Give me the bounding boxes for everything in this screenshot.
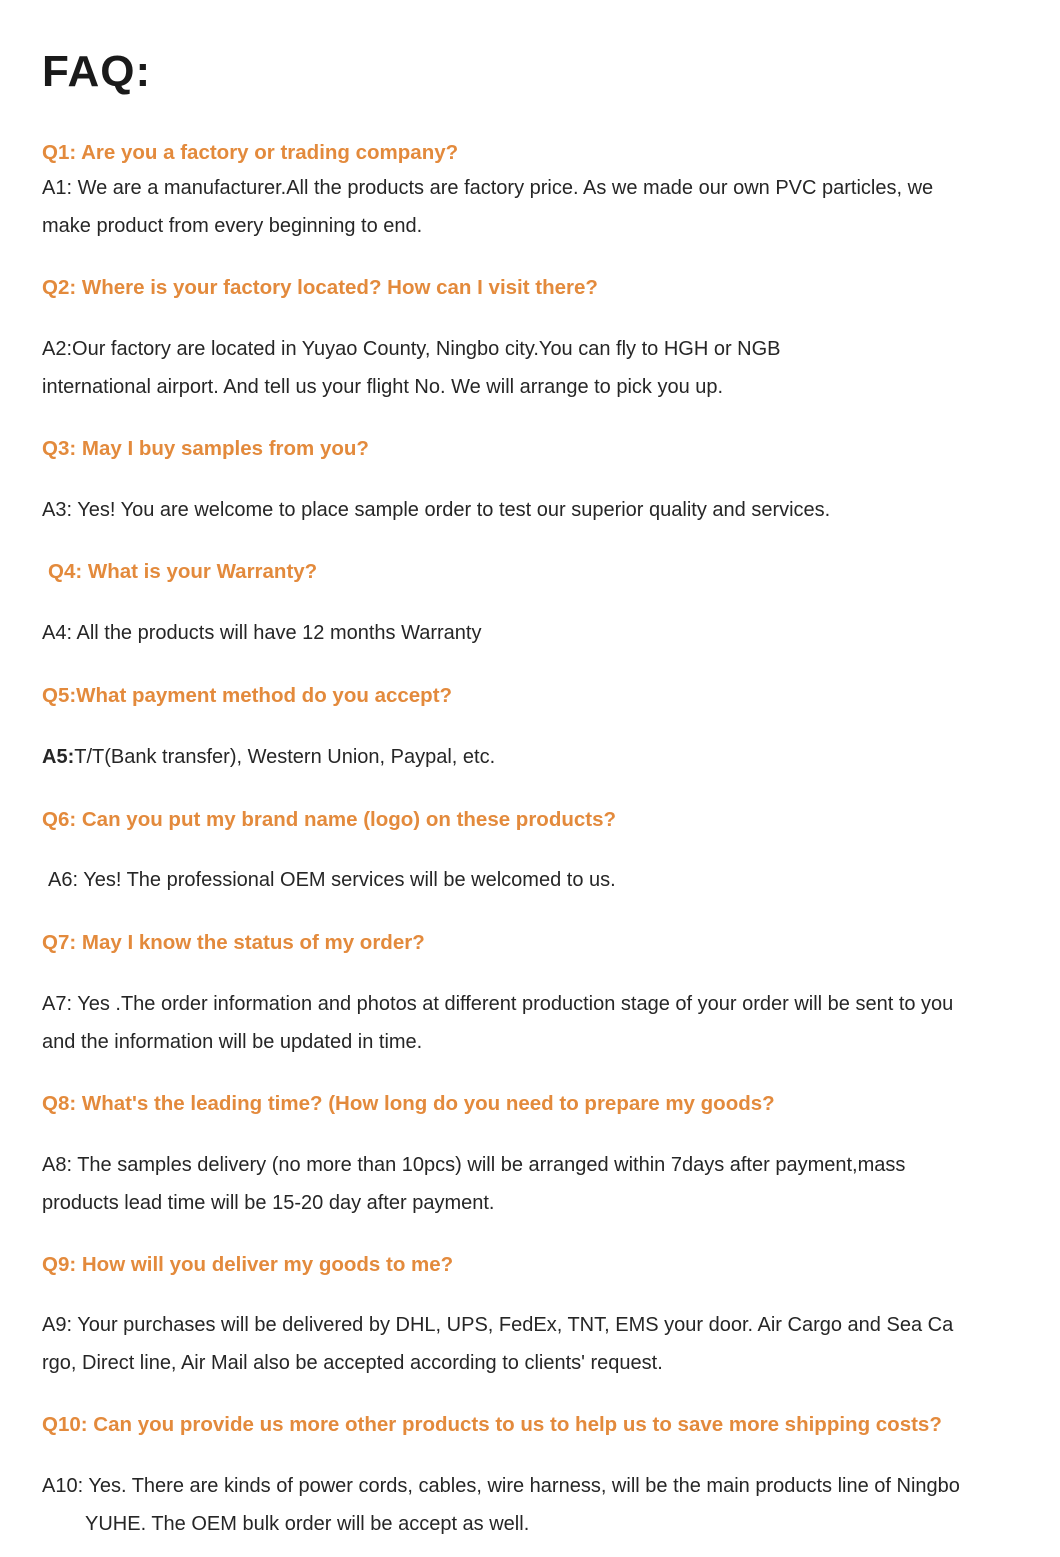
faq-answer-9-line-2: rgo, Direct line, Air Mail also be accepted according to clients' request. [42,1351,663,1374]
faq-question-2: Q2: Where is your factory located? How can I visit there? [42,276,598,299]
faq-question-10: Q10: Can you provide us more other products to us to help us to save more shipping costs? [42,1413,942,1436]
faq-answer-5-text: T/T(Bank transfer), Western Union, Paypal, etc. [74,746,496,768]
faq-answer-10-line-2: YUHE. The OEM bulk order will be accept as well. [85,1512,530,1535]
faq-answer-7-line-2: and the information will be updated in time. [42,1030,423,1053]
faq-answer-9 [42,1307,1032,1382]
faq-question-8: Q8: What's the leading time? (How long do you need to prepare my goods? [42,1092,775,1115]
faq-answer-4-line-1: A4: All the products will have 12 months Warranty [42,622,482,644]
faq-answer-3 [42,492,1032,530]
faq-question-1: Q1: Are you a factory or trading company? [42,141,459,164]
faq-answer-5-line-1 [42,739,1032,777]
faq-answer-7-line-1: A7: Yes .The order information and photos at different production stage of your order will be sent to you [42,993,954,1015]
faq-question-7: Q7: May I know the status of my order? [42,931,425,954]
faq-answer-3-line-1: A3: Yes! You are welcome to place sample order to test our superior quality and services. [42,499,831,521]
faq-answer-1-line-2: make product from every beginning to end. [42,214,423,237]
faq-answer-5-prefix: A5: [42,746,75,768]
faq-question-6: Q6: Can you put my brand name (logo) on these products? [42,808,617,831]
faq-answer-6 [48,862,1038,900]
faq-answer-10 [42,1468,1032,1543]
faq-question-5: Q5:What payment method do you accept? [42,684,453,707]
faq-answer-7 [42,986,1032,1061]
faq-answer-8-line-2: products lead time will be 15-20 day after payment. [42,1191,495,1214]
faq-question-9: Q9: How will you deliver my goods to me? [42,1253,454,1276]
faq-answer-8 [42,1147,1032,1222]
faq-answer-1 [42,170,1032,245]
faq-answer-2-line-1: A2:Our factory are located in Yuyao County, Ningbo city.You can fly to HGH or NGB [42,338,781,360]
faq-question-4: Q4: What is your Warranty? [48,560,318,583]
faq-answer-9-line-1: A9: Your purchases will be delivered by DHL, UPS, FedEx, TNT, EMS your door. Air Cargo and Sea Ca [42,1314,954,1336]
faq-answer-5 [42,739,1032,777]
faq-answer-1-line-1: A1: We are a manufacturer.All the products are factory price. As we made our own PVC particles, we [42,177,934,199]
faq-answer-4 [42,615,1032,653]
faq-answer-10-line-1: A10: Yes. There are kinds of power cords, cables, wire harness, will be the main products line of Ningbo [42,1475,960,1497]
faq-answer-2 [42,331,1032,406]
page-title: FAQ: [42,47,152,96]
faq-answer-2-line-2: international airport. And tell us your flight No. We will arrange to pick you up. [42,375,724,398]
faq-answer-8-line-1: A8: The samples delivery (no more than 10pcs) will be arranged within 7days after payment,mass [42,1154,906,1176]
faq-question-3: Q3: May I buy samples from you? [42,437,369,460]
faq-answer-6-line-1: A6: Yes! The professional OEM services will be welcomed to us. [48,869,616,891]
